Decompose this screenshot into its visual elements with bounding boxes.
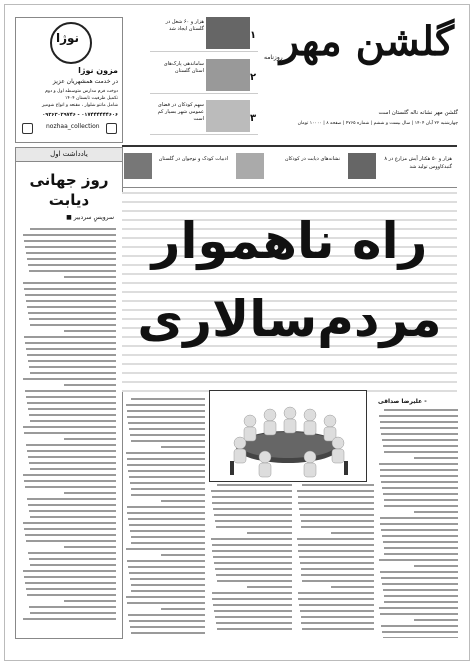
- text-line: [30, 324, 116, 326]
- thumb-image: [206, 100, 250, 132]
- strip-item-3[interactable]: [346, 151, 456, 183]
- text-line: [212, 496, 292, 498]
- text-line: [127, 560, 205, 562]
- text-line: [24, 432, 116, 434]
- text-line: [301, 526, 374, 528]
- text-line: [23, 474, 116, 476]
- text-line: [29, 558, 116, 560]
- text-line: [331, 586, 374, 588]
- text-line: [384, 553, 458, 555]
- text-line: [129, 620, 205, 622]
- headline-line-2: مردم‌سالاری: [137, 290, 442, 348]
- text-line: [302, 484, 374, 486]
- text-line: [131, 494, 205, 496]
- left-column-header: یادداشت اول: [16, 148, 122, 162]
- thumb-story-2[interactable]: [150, 57, 258, 94]
- text-line: [381, 529, 458, 531]
- ad-phone: ۰۹۳۶۳۰۲۹۷۴۶ - ۰۱۷۴۴۴۴۴۴۶۰۶: [42, 112, 118, 118]
- text-line: [382, 487, 458, 489]
- ad-line-1: دوخت فرم مدارس متوسطه اول و دوم: [45, 89, 118, 94]
- text-line: [380, 523, 458, 525]
- text-line: [212, 598, 292, 600]
- text-line: [24, 576, 116, 578]
- text-line: [379, 463, 458, 465]
- text-line: [126, 548, 205, 550]
- text-line: [380, 517, 458, 519]
- text-line: [23, 618, 116, 620]
- text-line: [300, 610, 374, 612]
- ad-instagram-handle: nozhaa_collection: [46, 123, 100, 130]
- text-line: [129, 428, 205, 430]
- text-line: [299, 508, 374, 510]
- text-line: [380, 427, 458, 429]
- strip-image: [124, 153, 152, 179]
- text-line: [128, 518, 205, 520]
- text-line: [298, 544, 374, 546]
- text-line: [215, 520, 292, 522]
- text-line: [127, 410, 205, 412]
- thumb-text: سهم کودکان در فضای عمومی شهر بسیار کم است: [157, 102, 204, 122]
- text-line: [131, 542, 205, 544]
- text-line: [382, 439, 458, 441]
- instagram-icon: [106, 123, 117, 134]
- text-line: [26, 588, 116, 590]
- text-line: [29, 606, 116, 608]
- masthead: [258, 14, 458, 124]
- text-line: [29, 366, 116, 368]
- text-line: [382, 535, 458, 537]
- text-line: [64, 546, 116, 548]
- text-line: [414, 565, 458, 567]
- text-line: [379, 607, 458, 609]
- strip-text: نشانه‌های دیابت در کودکان: [284, 156, 340, 162]
- text-line: [131, 584, 205, 586]
- text-line: [383, 493, 458, 495]
- text-line: [27, 354, 116, 356]
- text-line: [24, 480, 116, 482]
- article-column-4: [210, 484, 292, 638]
- instagram-icon: [22, 123, 33, 134]
- text-line: [380, 475, 458, 477]
- left-column: [15, 147, 123, 639]
- text-line: [301, 574, 374, 576]
- text-line: [211, 538, 292, 540]
- text-line: [216, 574, 292, 576]
- text-line: [212, 592, 292, 594]
- text-line: [64, 600, 116, 602]
- text-line: [23, 282, 116, 284]
- text-line: [126, 404, 205, 406]
- text-line: [131, 398, 205, 400]
- text-line: [382, 631, 458, 633]
- text-line: [298, 496, 374, 498]
- text-line: [384, 505, 458, 507]
- thumb-number-2: ۲: [250, 72, 257, 83]
- headline-strip: [122, 145, 457, 188]
- ad-subtitle: در خدمت همشهریان عزیز: [52, 78, 118, 85]
- text-line: [126, 452, 205, 454]
- text-line: [23, 426, 116, 428]
- text-line: [29, 318, 116, 320]
- text-line: [26, 348, 116, 350]
- text-line: [27, 306, 116, 308]
- text-line: [64, 384, 116, 386]
- text-line: [379, 415, 458, 417]
- text-line: [129, 476, 205, 478]
- text-line: [25, 582, 116, 584]
- text-line: [298, 598, 374, 600]
- text-line: [26, 300, 116, 302]
- text-line: [247, 586, 292, 588]
- text-line: [29, 462, 116, 464]
- meeting-illustration: [210, 391, 366, 481]
- text-line: [383, 589, 458, 591]
- masthead-issue: چهارشنبه ۲۲ آبان ۱۴۰۴ | سال بیست و ششم | شماره ۴۷۶۵ | صفحه ۸ | ۱۰۰۰۰ تومان: [297, 121, 458, 126]
- text-line: [217, 580, 292, 582]
- text-line: [213, 508, 292, 510]
- text-line: [414, 457, 458, 459]
- left-column-author: ■ سرویسِ سردبیر: [66, 214, 114, 221]
- text-line: [126, 596, 205, 598]
- article-image: [209, 390, 367, 482]
- text-line: [215, 616, 292, 618]
- text-line: [25, 342, 116, 344]
- text-line: [30, 564, 116, 566]
- text-line: [24, 240, 116, 242]
- text-line: [131, 590, 205, 592]
- text-line: [24, 528, 116, 530]
- text-line: [300, 562, 374, 564]
- text-line: [25, 534, 116, 536]
- text-line: [161, 608, 205, 610]
- text-line: [384, 499, 458, 501]
- text-line: [298, 550, 374, 552]
- text-line: [27, 498, 116, 500]
- text-line: [301, 568, 374, 570]
- main-headline-block: [122, 192, 457, 392]
- text-line: [27, 402, 116, 404]
- text-line: [381, 433, 458, 435]
- text-line: [29, 270, 116, 272]
- text-line: [28, 504, 116, 506]
- text-line: [64, 330, 116, 332]
- thumb-text: هزار و ۶۰ شغل در گلستان ایجاد شد: [165, 19, 204, 32]
- text-line: [130, 626, 205, 628]
- text-line: [215, 568, 292, 570]
- text-line: [384, 547, 458, 549]
- text-line: [161, 500, 205, 502]
- text-line: [23, 570, 116, 572]
- text-line: [130, 482, 205, 484]
- text-line: [131, 632, 205, 634]
- text-line: [23, 378, 116, 380]
- text-line: [27, 258, 116, 260]
- text-line: [26, 444, 116, 446]
- article-column-left: [125, 398, 205, 638]
- text-line: [247, 532, 292, 534]
- strip-image: [348, 153, 376, 179]
- text-line: [128, 566, 205, 568]
- thumb-image: [206, 17, 250, 49]
- text-line: [30, 612, 116, 614]
- text-line: [216, 526, 292, 528]
- text-line: [384, 409, 458, 411]
- text-line: [298, 502, 374, 504]
- text-line: [26, 396, 116, 398]
- text-line: [300, 514, 374, 516]
- text-line: [127, 458, 205, 460]
- text-line: [130, 434, 205, 436]
- masthead-slogan: گلشن مهر نشانه ناله گلستان است: [378, 110, 458, 116]
- text-line: [212, 544, 292, 546]
- strip-text: ادبیات کودک و نوجوان در گلستان: [158, 156, 228, 162]
- text-line: [28, 456, 116, 458]
- left-column-text: [22, 228, 116, 628]
- text-line: [414, 619, 458, 621]
- text-line: [28, 312, 116, 314]
- text-line: [212, 502, 292, 504]
- text-line: [302, 580, 374, 582]
- strip-item-2[interactable]: [234, 151, 344, 183]
- thumb-number-1: ۱: [250, 30, 257, 41]
- text-line: [383, 445, 458, 447]
- text-line: [24, 336, 116, 338]
- text-line: [414, 511, 458, 513]
- masthead-title: گلشن مهر: [279, 18, 454, 65]
- text-line: [381, 481, 458, 483]
- text-line: [384, 595, 458, 597]
- text-line: [380, 571, 458, 573]
- text-line: [381, 577, 458, 579]
- text-line: [25, 294, 116, 296]
- text-line: [211, 490, 292, 492]
- text-line: [301, 520, 374, 522]
- article-column-3: [296, 484, 374, 638]
- ad-instagram-row: [20, 122, 118, 136]
- thumb-story-1[interactable]: [150, 15, 258, 52]
- text-line: [25, 390, 116, 392]
- text-line: [28, 264, 116, 266]
- text-line: [301, 616, 374, 618]
- text-line: [128, 422, 205, 424]
- thumb-number-3: ۳: [250, 113, 257, 124]
- text-line: [382, 583, 458, 585]
- article-author: علیرضا صداقی -: [378, 398, 427, 405]
- text-line: [380, 421, 458, 423]
- text-line: [299, 604, 374, 606]
- text-line: [30, 468, 116, 470]
- text-line: [127, 464, 205, 466]
- text-line: [25, 486, 116, 488]
- text-line: [127, 506, 205, 508]
- text-line: [28, 552, 116, 554]
- text-line: [128, 614, 205, 616]
- text-line: [27, 594, 116, 596]
- ad-logo-text: نوژا: [56, 31, 80, 45]
- text-line: [64, 276, 116, 278]
- headline-line-1: راه ناهموار: [151, 212, 428, 270]
- text-line: [30, 228, 116, 230]
- text-line: [130, 578, 205, 580]
- strip-item-1[interactable]: [122, 151, 232, 183]
- text-line: [383, 541, 458, 543]
- text-line: [299, 556, 374, 558]
- text-line: [161, 446, 205, 448]
- text-line: [131, 536, 205, 538]
- text-line: [298, 592, 374, 594]
- ad-line-2: تکمیل ظرفیت تابستان ۱۴۰۴: [65, 96, 118, 101]
- text-line: [301, 622, 374, 624]
- text-line: [379, 559, 458, 561]
- text-line: [217, 628, 292, 630]
- text-line: [217, 484, 292, 486]
- masthead-edition: روزنامه: [264, 54, 283, 61]
- text-line: [216, 622, 292, 624]
- thumb-story-3[interactable]: [150, 98, 258, 135]
- text-line: [129, 524, 205, 526]
- text-line: [384, 601, 458, 603]
- text-line: [214, 562, 292, 564]
- text-line: [30, 516, 116, 518]
- text-line: [129, 572, 205, 574]
- text-line: [381, 625, 458, 627]
- text-line: [380, 469, 458, 471]
- text-line: [302, 628, 374, 630]
- text-line: [213, 604, 292, 606]
- text-line: [24, 288, 116, 290]
- text-line: [214, 610, 292, 612]
- text-line: [128, 470, 205, 472]
- advertisement-box: [15, 17, 123, 143]
- text-line: [380, 613, 458, 615]
- article-column-right: [378, 398, 458, 638]
- ad-line-3: شامل مانتو شلوار ، مقنعه و انواع شومیز: [41, 103, 118, 108]
- text-line: [212, 550, 292, 552]
- text-line: [331, 532, 374, 534]
- thumb-text: ساماندهی پارک‌های استان گلستان: [163, 61, 204, 74]
- text-line: [23, 522, 116, 524]
- text-line: [64, 438, 116, 440]
- text-line: [131, 488, 205, 490]
- strip-text: ۸ هزار و ۵۰ هکتار آیش مزارع در گنبدکاووس تولید شد: [384, 156, 452, 170]
- text-line: [297, 538, 374, 540]
- text-line: [127, 416, 205, 418]
- text-line: [25, 246, 116, 248]
- text-line: [161, 554, 205, 556]
- text-line: [26, 252, 116, 254]
- text-line: [127, 602, 205, 604]
- text-line: [28, 360, 116, 362]
- text-line: [131, 440, 205, 442]
- text-line: [28, 408, 116, 410]
- text-line: [130, 530, 205, 532]
- ad-title: مزون نوژا: [78, 66, 118, 75]
- text-line: [30, 420, 116, 422]
- text-line: [26, 540, 116, 542]
- text-line: [383, 637, 458, 638]
- text-line: [29, 510, 116, 512]
- strip-image: [236, 153, 264, 179]
- text-line: [297, 490, 374, 492]
- text-line: [64, 492, 116, 494]
- thumb-image: [206, 59, 250, 91]
- text-line: [30, 372, 116, 374]
- text-line: [27, 450, 116, 452]
- text-line: [214, 514, 292, 516]
- text-line: [23, 234, 116, 236]
- left-column-title: روز جهانی دیابت: [29, 171, 109, 209]
- text-line: [29, 414, 116, 416]
- text-line: [213, 556, 292, 558]
- text-line: [384, 451, 458, 453]
- text-line: [127, 512, 205, 514]
